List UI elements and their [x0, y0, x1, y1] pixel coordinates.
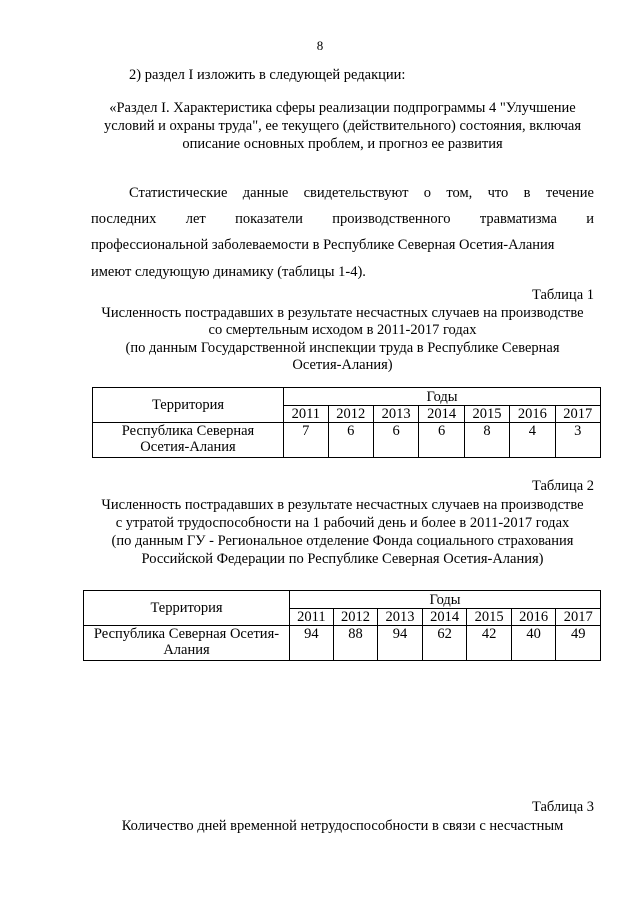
table2: [83, 590, 601, 661]
table1-territory-cell: [93, 423, 284, 458]
table2-value-cell: 62: [422, 626, 467, 661]
table2-title-line: Численность пострадавших в результате несчастных случаев на производстве: [101, 497, 584, 513]
word: о: [423, 185, 432, 201]
word: лет: [185, 211, 206, 227]
paragraph-line: [91, 209, 594, 229]
table2-title-line: с утратой трудоспособности на 1 рабочий день и более в 2011-2017 годах: [115, 515, 570, 531]
table1-value-cell: 7: [284, 423, 329, 458]
table2-value-cell: 42: [467, 626, 512, 661]
table2-value-cell: 94: [378, 626, 423, 661]
table1-year-cell: 2013: [373, 406, 418, 423]
table1-year-cell: 2017: [555, 406, 600, 423]
table1-year-cell: 2015: [464, 406, 509, 423]
table2-value-cell: 49: [556, 626, 601, 661]
table1-value-cell: 3: [555, 423, 600, 458]
table1-data-row: [93, 423, 601, 458]
table1-value-cell: 6: [373, 423, 418, 458]
table2-year-cell: 2013: [378, 609, 423, 626]
table1-year-cell: 2016: [510, 406, 555, 423]
table2-year-cell: 2016: [511, 609, 556, 626]
page-number: 8: [316, 38, 324, 53]
section-heading-line: «Раздел I. Характеристика сферы реализации подпрограммы 4 "Улучшение: [109, 100, 576, 116]
table3-label: Таблица 3: [531, 799, 594, 815]
table1-value-cell: 4: [510, 423, 555, 458]
table3-title-line: Количество дней временной нетрудоспособности в связи с несчастным: [121, 818, 564, 834]
table2-year-cell: 2014: [422, 609, 467, 626]
word: Статистические: [129, 185, 228, 201]
table2-year-cell: 2017: [556, 609, 601, 626]
table1-territory-line: Осетия-Алания: [140, 439, 236, 455]
table2-years-header: Годы: [290, 591, 601, 609]
word: травматизма: [479, 211, 557, 227]
table2-territory-line: Алания: [163, 642, 210, 658]
table2-value-cell: 88: [333, 626, 378, 661]
table1-title-line: Численность пострадавших в результате несчастных случаев на производстве: [101, 305, 584, 321]
section-heading-line: условий и охраны труда", ее текущего (действительного) состояния, включая: [103, 118, 582, 134]
table2-title-line: Российской Федерации по Республике Северная Осетия-Алания): [141, 551, 544, 567]
table1-territory-header: Территория: [93, 388, 284, 423]
table2-label: Таблица 2: [531, 478, 594, 494]
table2-territory-header: Территория: [84, 591, 290, 626]
table1-title-line: Осетия-Алания): [292, 357, 393, 373]
word: и: [586, 211, 594, 227]
table1-header-row: [93, 388, 601, 406]
word: последних: [91, 211, 157, 227]
word: том,: [446, 185, 473, 201]
table2-year-cell: 2011: [290, 609, 334, 626]
table2-value-cell: 94: [290, 626, 334, 661]
table2-value-cell: 40: [511, 626, 556, 661]
table1-value-cell: 8: [464, 423, 509, 458]
word: данные: [242, 185, 289, 201]
table2-territory-cell: [84, 626, 290, 661]
table2-header-row: [84, 591, 601, 609]
table1-territory-line: Республика Северная: [121, 423, 255, 439]
table1-label: Таблица 1: [531, 287, 594, 303]
item-intro: 2) раздел I изложить в следующей редакции:: [129, 67, 406, 83]
table1-year-cell: 2014: [419, 406, 464, 423]
table1-value-cell: 6: [328, 423, 373, 458]
table1-title-line: (по данным Государственной инспекции труда в Республике Северная: [125, 340, 560, 356]
word: в: [523, 185, 531, 201]
table1-value-cell: 6: [419, 423, 464, 458]
word: что: [487, 185, 509, 201]
word: показатели: [235, 211, 303, 227]
paragraph-line: [129, 183, 594, 203]
word: свидетельствуют: [303, 185, 409, 201]
word: производственного: [332, 211, 451, 227]
paragraph-line: имеют следующую динамику (таблицы 1-4).: [91, 264, 366, 280]
paragraph-line: профессиональной заболеваемости в Республике Северная Осетия-Алания: [91, 237, 555, 253]
table2-territory-line: Республика Северная Осетия-: [93, 626, 280, 642]
table1: [92, 387, 601, 458]
table1-year-cell: 2011: [284, 406, 329, 423]
section-heading-line: описание основных проблем, и прогноз ее развития: [182, 136, 503, 152]
table2-year-cell: 2012: [333, 609, 378, 626]
word: течение: [545, 185, 594, 201]
table2-title-line: (по данным ГУ - Региональное отделение Фонда социального страхования: [111, 533, 574, 549]
table1-year-cell: 2012: [328, 406, 373, 423]
table2-year-cell: 2015: [467, 609, 512, 626]
table1-title-line: со смертельным исходом в 2011-2017 годах: [208, 322, 477, 338]
table1-years-header: Годы: [284, 388, 601, 406]
table2-data-row: [84, 626, 601, 661]
